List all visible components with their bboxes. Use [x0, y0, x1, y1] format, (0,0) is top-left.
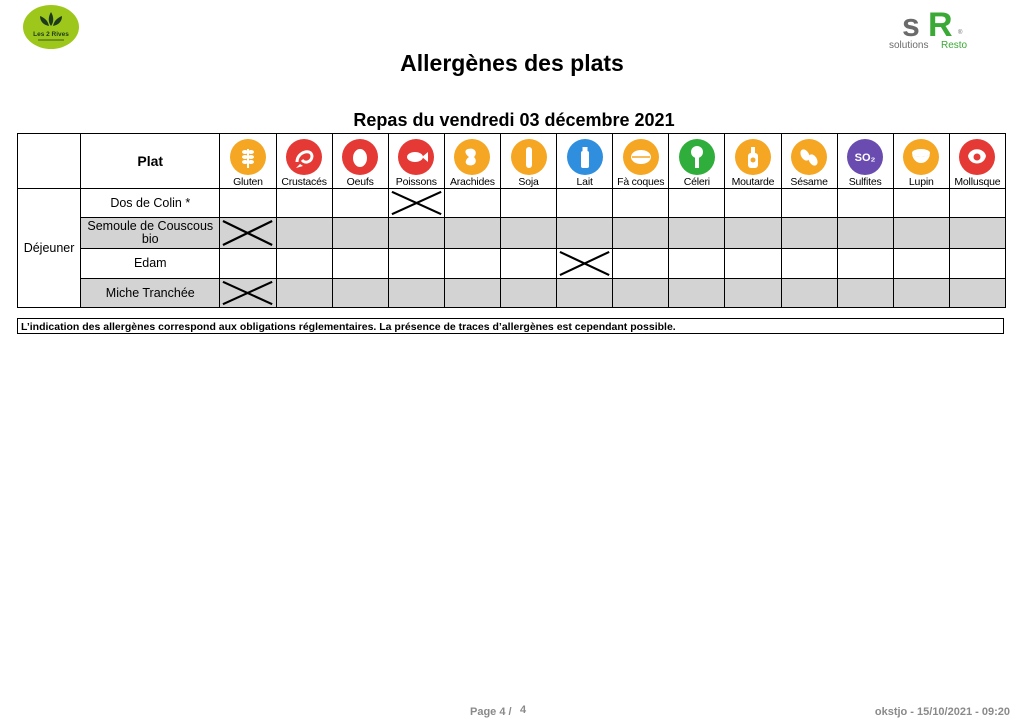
allergen-label: Crustacés [281, 176, 327, 188]
shrimp-icon [285, 138, 323, 176]
nut-icon [622, 138, 660, 176]
table-row [18, 218, 1006, 249]
page-indicator: Page 4 / [470, 706, 512, 718]
dish-name: Semoule de Couscous bio [81, 218, 220, 249]
allergen-cell [444, 189, 500, 218]
allergen-header-6 [557, 134, 613, 189]
allergen-cell [893, 189, 949, 218]
allergen-cell [949, 189, 1005, 218]
allergen-cell [725, 189, 781, 218]
allergen-cell [837, 218, 893, 249]
milk-icon [566, 138, 604, 176]
allergen-cell [893, 249, 949, 279]
svg-text:R: R [928, 6, 953, 44]
plat-column-header: Plat [81, 134, 220, 189]
allergen-cell [893, 218, 949, 249]
wheat-icon [229, 138, 267, 176]
table-row [18, 189, 1006, 218]
allergen-cell [388, 189, 444, 218]
allergen-cell [444, 249, 500, 279]
solutions-resto-logo [888, 4, 984, 52]
allergen-label: Sulfites [848, 176, 882, 188]
allergen-cell [388, 249, 444, 279]
allergen-label: Arachides [449, 176, 495, 188]
allergen-header-8 [669, 134, 725, 189]
allergen-label: Poissons [395, 176, 437, 188]
allergen-cell [557, 189, 613, 218]
allergen-cell [444, 218, 500, 249]
peanut-icon [453, 138, 491, 176]
lupin-icon [902, 138, 940, 176]
allergen-cell [949, 249, 1005, 279]
allergen-cell [837, 189, 893, 218]
fish-icon [397, 138, 435, 176]
allergen-cell [893, 279, 949, 308]
allergen-cell [557, 249, 613, 279]
allergen-cell [837, 249, 893, 279]
allergen-header-11 [837, 134, 893, 189]
allergen-cell [276, 189, 332, 218]
allergen-header-1 [276, 134, 332, 189]
allergen-header-13 [949, 134, 1005, 189]
allergen-cell [781, 279, 837, 308]
svg-text:solutions: solutions [889, 40, 929, 51]
mustard-icon [734, 138, 772, 176]
mollusc-icon [958, 138, 996, 176]
allergen-header-10 [781, 134, 837, 189]
allergen-header-9 [725, 134, 781, 189]
allergen-header-0 [220, 134, 276, 189]
empty-corner-cell [18, 134, 81, 189]
allergen-label: Oeufs [346, 176, 374, 188]
allergen-label: Céleri [683, 176, 710, 188]
allergen-label: Fà coques [617, 176, 665, 188]
allergen-label: Mollusque [954, 176, 1001, 188]
allergen-label: Moutarde [731, 176, 775, 188]
allergen-cell [332, 189, 388, 218]
dish-name: Edam [81, 249, 220, 279]
allergen-cell [557, 218, 613, 249]
allergen-cell [332, 249, 388, 279]
allergen-cell [669, 218, 725, 249]
page-total: 4 [520, 704, 527, 716]
allergen-cell [332, 279, 388, 308]
allergen-cell [500, 249, 556, 279]
allergen-cell [613, 189, 669, 218]
allergen-present-cross-icon [389, 189, 444, 217]
allergen-header-2 [332, 134, 388, 189]
allergen-label: Sésame [790, 176, 828, 188]
allergen-cell [613, 279, 669, 308]
les-2-rives-logo [22, 4, 80, 50]
allergen-cell [781, 249, 837, 279]
dish-name: Dos de Colin * [81, 189, 220, 218]
allergen-cell [669, 249, 725, 279]
allergen-cell [669, 189, 725, 218]
allergen-present-cross-icon [557, 249, 612, 278]
allergen-cell [781, 218, 837, 249]
allergen-present-cross-icon [220, 279, 275, 307]
allergen-cell [220, 218, 276, 249]
so2-icon [846, 138, 884, 176]
allergen-cell [837, 279, 893, 308]
allergen-label: Soja [518, 176, 539, 188]
allergen-cell [557, 279, 613, 308]
allergen-label: Lupin [908, 176, 934, 188]
allergen-table [17, 133, 1006, 308]
allergen-cell [781, 189, 837, 218]
dish-name: Miche Tranchée [81, 279, 220, 308]
celery-icon [678, 138, 716, 176]
svg-text:Les 2 Rives: Les 2 Rives [33, 31, 69, 38]
allergen-cell [276, 218, 332, 249]
allergen-header-7 [613, 134, 669, 189]
sesame-icon [790, 138, 828, 176]
allergen-cell [725, 218, 781, 249]
allergen-label: Lait [576, 176, 593, 188]
allergen-header-3 [388, 134, 444, 189]
table-row [18, 249, 1006, 279]
allergen-cell [613, 218, 669, 249]
allergen-label: Gluten [233, 176, 263, 188]
svg-text:®: ® [958, 30, 963, 36]
svg-text:s: s [902, 7, 920, 43]
soy-icon [510, 138, 548, 176]
meal-label: Déjeuner [18, 189, 81, 308]
svg-text:SO₂: SO₂ [854, 152, 876, 164]
allergen-cell [949, 218, 1005, 249]
allergen-cell [276, 249, 332, 279]
allergen-disclaimer: L’indication des allergènes correspond aux obligations réglementaires. La présence de traces d’allergènes est cependant possible. [17, 318, 1004, 334]
allergen-header-5 [500, 134, 556, 189]
allergen-cell [500, 189, 556, 218]
allergen-cell [332, 218, 388, 249]
allergen-cell [220, 279, 276, 308]
allergen-cell [725, 249, 781, 279]
allergen-cell [220, 249, 276, 279]
meal-date-title: Repas du vendredi 03 décembre 2021 [353, 110, 675, 130]
allergen-cell [500, 279, 556, 308]
allergen-header-12 [893, 134, 949, 189]
table-row [18, 279, 1006, 308]
allergen-cell [388, 279, 444, 308]
allergen-cell [500, 218, 556, 249]
egg-icon [341, 138, 379, 176]
page-title: Allergènes des plats [400, 50, 624, 76]
print-stamp: okstjo - 15/10/2021 - 09:20 [874, 706, 1010, 718]
allergen-cell [613, 249, 669, 279]
svg-text:Resto: Resto [941, 40, 968, 51]
allergen-header-4 [444, 134, 500, 189]
allergen-cell [444, 279, 500, 308]
header-row [18, 134, 1006, 189]
allergen-cell [669, 279, 725, 308]
allergen-cell [276, 279, 332, 308]
allergen-cell [725, 279, 781, 308]
allergen-present-cross-icon [220, 218, 275, 248]
allergen-cell [949, 279, 1005, 308]
allergen-cell [388, 218, 444, 249]
allergen-cell [220, 189, 276, 218]
